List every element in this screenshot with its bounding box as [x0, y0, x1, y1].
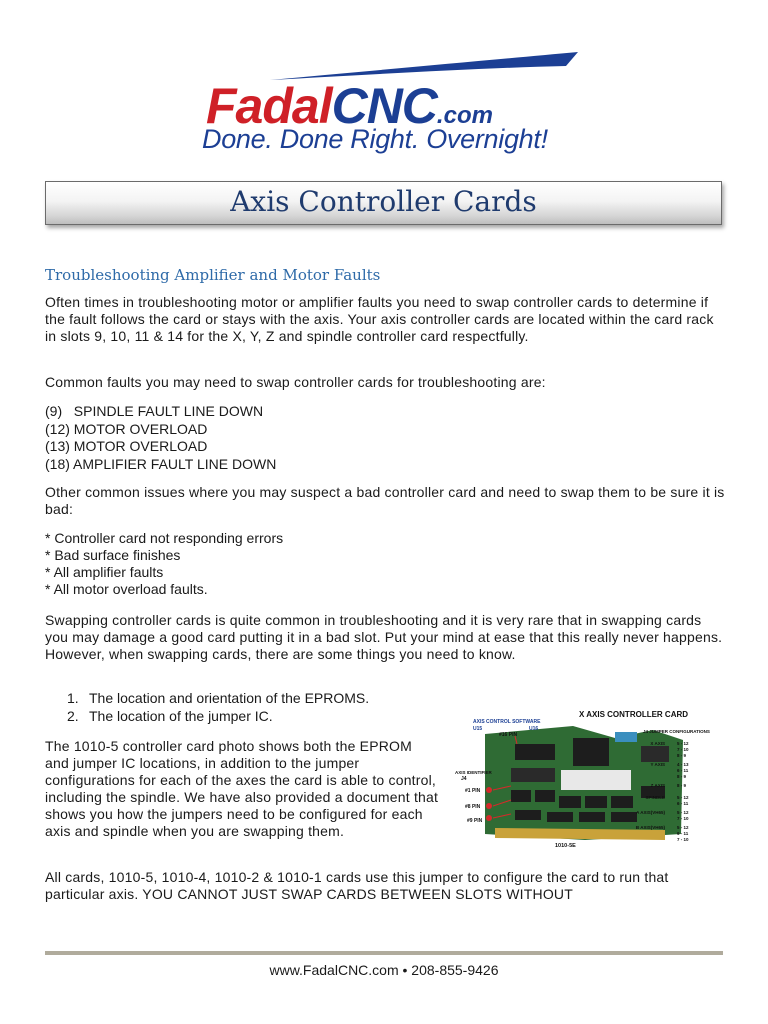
issue-list [45, 530, 283, 598]
fault-item: (18) AMPLIFIER FAULT LINE DOWN [45, 455, 277, 472]
software-label: AXIS CONTROL SOFTWARE [473, 719, 541, 725]
jumper-axis-label: B AXIS(VH65) [635, 825, 665, 830]
footer-divider [45, 951, 723, 955]
jumper-value: 6 - 11 [677, 801, 689, 806]
controller-card-photo [455, 706, 725, 856]
issue-item: * Controller card not responding errors [45, 530, 284, 546]
jumper-axis-label: Y AXIS [650, 762, 665, 767]
u15-label: U15 [473, 726, 483, 732]
u16-label: U16 [529, 726, 539, 732]
jumper-value: 7 - 10 [677, 747, 689, 752]
card-photo-paragraph: The 1010-5 controller card photo shows both the EPROM and jumper IC locations, in addition to the jumper configurations for each of the axes the card is able to control, including the spindle. We have also provided a document that shows you how the jumpers need to be configured for each axis and spindle when you are swapping them. [45, 738, 439, 839]
list-item [67, 689, 369, 707]
list-item [67, 707, 369, 725]
footer-contact: www.FadalCNC.com • 208-855-9426 [269, 962, 499, 978]
all-cards-paragraph: All cards, 1010-5, 1010-4, 1010-2 & 1010-1 cards use this jumper to configure the card to run that particular axis. YOU CANNOT JUST SWAP CARDS BETWEEN SLOTS WITHOUT [45, 869, 669, 902]
jumper-value: 4 - 13 [677, 762, 689, 767]
issue-item: * All motor overload faults. [45, 581, 208, 597]
jumper-value: 5 - 12 [677, 741, 689, 746]
list-number: 2. [67, 708, 79, 724]
jumper-heading: J4 JUMPER CONFIGURATIONS [643, 729, 710, 734]
fault-item: (13) MOTOR OVERLOAD [45, 438, 208, 454]
other-issues-paragraph: Other common issues where you may suspect a bad controller card and need to swap them to be sure it is bad: [45, 484, 725, 517]
pin16-label: #16 PIN [499, 732, 518, 738]
intro-paragraph: Often times in troubleshooting motor or amplifier faults you need to swap controller cards to determine if the fault follows the card or stays with the axis. Your axis controller cards are located within the card rack in slots 9, 10, 11 & 14 for the X, Y, Z and spindle controller card respectfully. [45, 294, 714, 344]
things-to-know-list [67, 689, 369, 725]
fadalcnc-logo [200, 50, 580, 160]
axis-identifier-label: AXIS IDENTIFIER [455, 770, 492, 775]
jumper-value: 8 - 9 [677, 774, 687, 779]
jumper-axis-label: SPINDLE [645, 795, 665, 800]
fault-list [45, 403, 276, 473]
jumper-value: 7 - 10 [677, 816, 689, 821]
logo-fadal-text: Fadal [206, 78, 332, 134]
swapping-paragraph: Swapping controller cards is quite common in troubleshooting and it is very rare that in swapping cards you may damage a good card putting it in a bad slot. Put your mind at ease that this really never happens. However, when swapping cards, there are some things you need to know. [45, 612, 723, 662]
issue-item: * All amplifier faults [45, 564, 164, 580]
list-text: The location and orientation of the EPROMS. [89, 690, 370, 706]
section-heading: Troubleshooting Amplifier and Motor Faults [45, 266, 381, 284]
jumper-axis-label: A AXIS(VH65) [636, 810, 665, 815]
list-text: The location of the jumper IC. [89, 708, 273, 724]
jumper-axis-label: Z AXIS [650, 783, 665, 788]
jumper-value: 5 - 12 [677, 825, 689, 830]
jumper-value: 8 - 9 [677, 753, 687, 758]
list-number: 1. [67, 690, 79, 706]
issue-item: * Bad surface finishes [45, 547, 181, 563]
jumper-value: 8 - 9 [677, 783, 687, 788]
j4-label: J4 [461, 776, 467, 782]
fault-item: (9) SPINDLE FAULT LINE DOWN [45, 403, 264, 419]
logo-com-text: .com [436, 102, 493, 129]
jumper-value: 6 - 11 [677, 768, 689, 773]
title-banner [45, 181, 722, 225]
fault-item: (12) MOTOR OVERLOAD [45, 420, 208, 437]
pin1-label: #1 PIN [465, 788, 481, 794]
logo-cnc-text: CNC [331, 78, 437, 134]
page-title: Axis Controller Cards [230, 185, 537, 218]
pin8-label: #8 PIN [465, 804, 481, 810]
jumper-value: 6 - 11 [677, 831, 689, 836]
jumper-value: 5 - 12 [677, 795, 689, 800]
jumper-axis-label: X AXIS [650, 741, 665, 746]
pin9-label: #9 PIN [467, 818, 483, 824]
common-faults-intro: Common faults you may need to swap controller cards for troubleshooting are: [45, 374, 546, 390]
jumper-value: 7 - 10 [677, 837, 689, 842]
part-number-label: 1010-5E [555, 843, 576, 849]
logo-tagline: Done. Done Right. Overnight! [202, 124, 548, 154]
photo-title: X AXIS CONTROLLER CARD [579, 710, 689, 719]
jumper-value: 5 - 12 [677, 810, 689, 815]
